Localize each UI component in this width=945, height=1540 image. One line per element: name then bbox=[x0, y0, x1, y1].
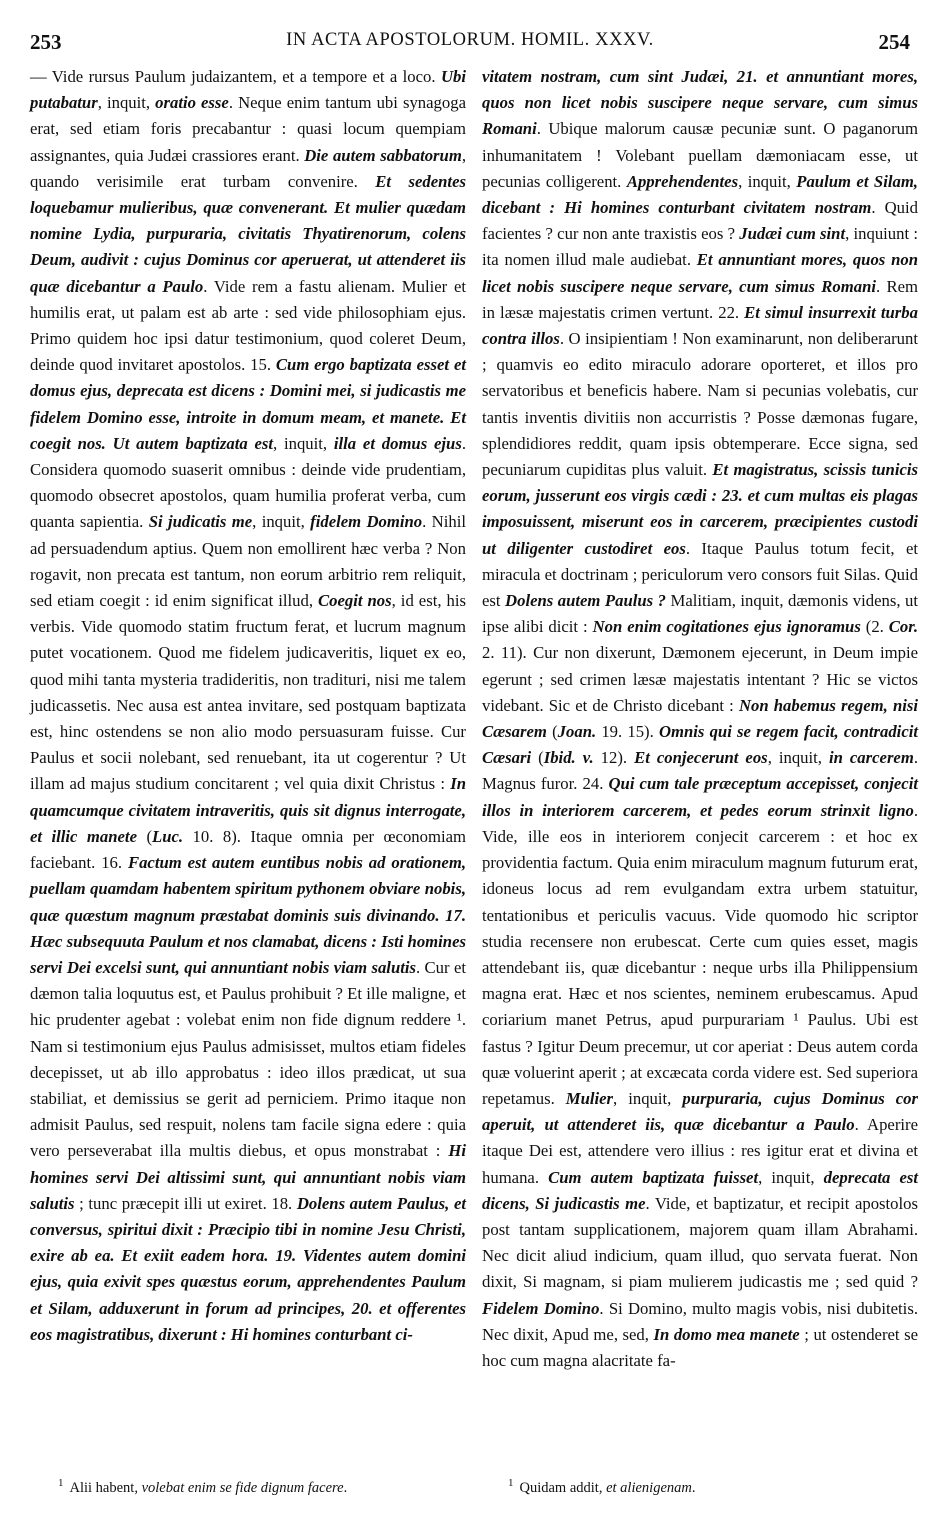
running-title: IN ACTA APOSTOLORUM. HOMIL. XXXV. bbox=[286, 30, 654, 50]
left-column-text: — Vide rursus Paulum judaizantem, et a tempore et a loco. Ubi putabatur, inquit, oratio esse. Neque enim tantum ubi synagoga erat, sed etiam foris precabantur : quasi locum quempiam assignantes, quia Judæi crassiores erant. Die autem sabbatorum, quando verisimile erat turbam convenire. Et sedentes loquebamur mulieribus, quæ convenerant. Et mulier quædam nomine Lydia, purpuraria, civitatis Thyatirenorum, colens Deum, audivit : cujus Dominus cor aperuerat, ut attenderet iis quæ dicebantur a Paulo. Vide rem a fastu alienam. Mulier et humilis erat, ut palam est ab arte : sed vide philosophiam ejus. Primo quidem hoc ipsi datur testimonium, quod coleret Deum, deinde quod invitaret apostolos. 15. Cum ergo baptizata esset et domus ejus, deprecata est dicens : Domini mei, si judicastis me fidelem Domino esse, introite in domum meam, et manete. Et coegit nos. Ut autem baptizata est, inquit, illa et domus ejus. Considera quomodo suaserit omnibus : deinde vide prudentiam, quomodo obsecret apostolos, quam humilia proferat verba, cum quanta sapientia. Si judicatis me, inquit, fidelem Domino. Nihil ad persuadendum aptius. Quem non emollirent hæc verba ? Non rogavit, non precata est tantum, non eorum arbitrio rem reliquit, sed etiam coegit : id enim significat illud, Coegit nos, id est, his verbis. Vide quomodo statim fructum ferat, et lucrum magnum putet vocationem. Quod me fidelem judicaveritis, liquet ex eo, quod mihi tanta mysteria tradideritis, non tradituri, nisi me talem judicassetis. Nec ausa est antea invitare, sed postquam baptizata est, hinc ostendens se non alio modo persuasuram fuisse. Cur Paulus et socii nolebant, sed renuebant, ita ut cogerentur ? Ut illam ad majus studium concitarent ; vel quia dixit Christus : In quamcumque civitatem intraveritis, quis sit dignus interrogate, et illic manete (Luc. 10. 8). Itaque omnia per œconomiam faciebant. 16. Factum est autem euntibus nobis ad orationem, puellam quamdam habentem spiritum pythonem obviare nobis, quæ quæstum magnum præstabat dominis suis divinando. 17. Hæc subsequuta Paulum et nos clamabat, dicens : Isti homines servi Dei excelsi sunt, qui annuntiant nobis viam salutis. Cur et dæmon talia loquutus est, et Paulus prohibuit ? Et ille maligne, et hic prudenter agebat : volebat enim non fide dignum reddere ¹. Nam si testimonium ejus Paulus admisisset, multos etiam fideles decepisset, ut ab illo approbatus : ideo illos prædicat, ut sua stabiliat, et demissius se gerit ad perniciem. Primo itaque non admisit Paulus, sed respuit, nolens tam facile signa edere : quia vero perseverabat illa multis diebus, et opus monstrabat : Hi homines servi Dei altissimi sunt, qui annuntiant nobis viam salutis ; tunc præcepit illi ut exiret. 18. Dolens autem Paulus, et conversus, spiritui dixit : Præcipio tibi in nomine Jesu Christi, exire ab ea. Et exiit eadem hora. 19. Videntes autem domini ejus, quia exivit spes quæstus eorum, apprehendentes Paulum et Silam, adduxerunt in forum ad principes, 20. et offerentes eos magistratibus, dixerunt : Hi homines conturbant ci- bbox=[30, 67, 466, 1344]
page-number-right: 254 bbox=[878, 30, 910, 54]
footnote-left bbox=[58, 1473, 458, 1498]
footnote-mark-right: 1 bbox=[508, 1477, 514, 1489]
footnote-text-right: Quidam addit, et alienigenam. bbox=[519, 1479, 696, 1496]
footnote-text-left: Alii habent, volebat enim se fide dignum facere. bbox=[69, 1479, 348, 1496]
footnote-right bbox=[508, 1473, 908, 1498]
footnote-mark-left: 1 bbox=[58, 1477, 64, 1489]
right-column-text: vitatem nostram, cum sint Judæi, 21. et annuntiant mores, quos non licet nobis suscipere neque servare, cum simus Romani. Ubique malorum causæ pecuniæ sunt. O paganorum inhumanitatem ! Volebant puellam dæmoniacam esse, ut pecunias colligerent. Apprehendentes, inquit, Paulum et Silam, dicebant : Hi homines conturbant civitatem nostram. Quid facientes ? cur non ante traxistis eos ? Judæi cum sint, inquiunt : ita nomen illud male audiebat. Et annuntiant mores, quos non licet nobis suscipere neque servare, cum simus Romani. Rem in læsæ majestatis crimen vertunt. 22. Et simul insurrexit turba contra illos. O insipientiam ! Non examinarunt, non deliberarunt ; quamvis eo edito miraculo adorare oporteret, et illos pro servatoribus et beneficis habere. Nam si pecunias volebatis, cur tantis inventis divitiis non accurristis ? Posse dæmonas fugare, splendidiores reddit, quam ipsis obtemperare. Ecce signa, sed pecuniarum cupiditas plus valuit. Et magistratus, scissis tunicis eorum, jusserunt eos virgis cædi : 23. et cum multas eis plagas imposuissent, miserunt eos in carcerem, præcipientes custodi ut diligenter custodiret eos. Itaque Paulus totum fecit, et miracula et doctrinam ; periculorum vero consors fuit Silas. Quid est Dolens autem Paulus ? Malitiam, inquit, dæmonis videns, ut ipse alibi dicit : Non enim cogitationes ejus ignoramus (2. Cor. 2. 11). Cur non dixerunt, Dæmonem ejecerunt, in Deum impie egerunt ; sed crimen læsæ majestatis intentant ? Hic se victos videbant. Sic et de Christo dicebant : Non habemus regem, nisi Cæsarem (Joan. 19. 15). Omnis qui se regem facit, contradicit Cæsari (Ibid. v. 12). Et conjecerunt eos, inquit, in carcerem. Magnus furor. 24. Qui cum tale præceptum accepisset, conjecit illos in interiorem carcerem, et pedes eorum strinxit ligno. Vide, ille eos in interiorem conjecit carcerem : et hoc ex providentia factum. Quia enim miraculum magnum futurum erat, idoneus locus ad rem evulgandam extra urbem statuitur, tentationibus et periculis vacuus. Vide quomodo hic scriptor studia recensere non erubescat. Certe cum quies esset, magis attendebant iis, quæ dicebantur : neque urbs illa Philippensium magna erat. Hæc et nos scientes, neminem erubescamus. Apud coriarium manet Petrus, apud purpurariam ¹ Paulus. Ubi est fastus ? Igitur Deum precemur, ut cor aperiat : Deus autem corda quæ voluerint aperit ; at excæcata corda videre est. Sed superiora repetamus. Mulier, inquit, purpuraria, cujus Dominus cor aperuit, ut attenderet iis, quæ dicebantur a Paulo. Aperire itaque Dei est, attendere vero illius : res igitur erat et divina et humana. Cum autem baptizata fuisset, inquit, deprecata est dicens, Si judicastis me. Vide, et baptizatur, et recipit apostolos post tantam supplicationem, majorem quam illam Abrahami. Nec dicit aliud indicium, quam illud, quo servata fuerat. Non dixit, Si magnam, si piam mulierem judicastis me ; sed quid ? Fidelem Domino. Si Domino, multo magis vobis, nisi dubitetis. Nec dixit, Apud me, sed, In domo mea manete ; ut ostenderet se hoc cum magna alacritate fa- bbox=[482, 67, 919, 1370]
right-column bbox=[482, 64, 918, 1374]
page-number-left: 253 bbox=[30, 30, 62, 54]
page-header bbox=[30, 30, 910, 60]
left-column bbox=[30, 64, 466, 1348]
